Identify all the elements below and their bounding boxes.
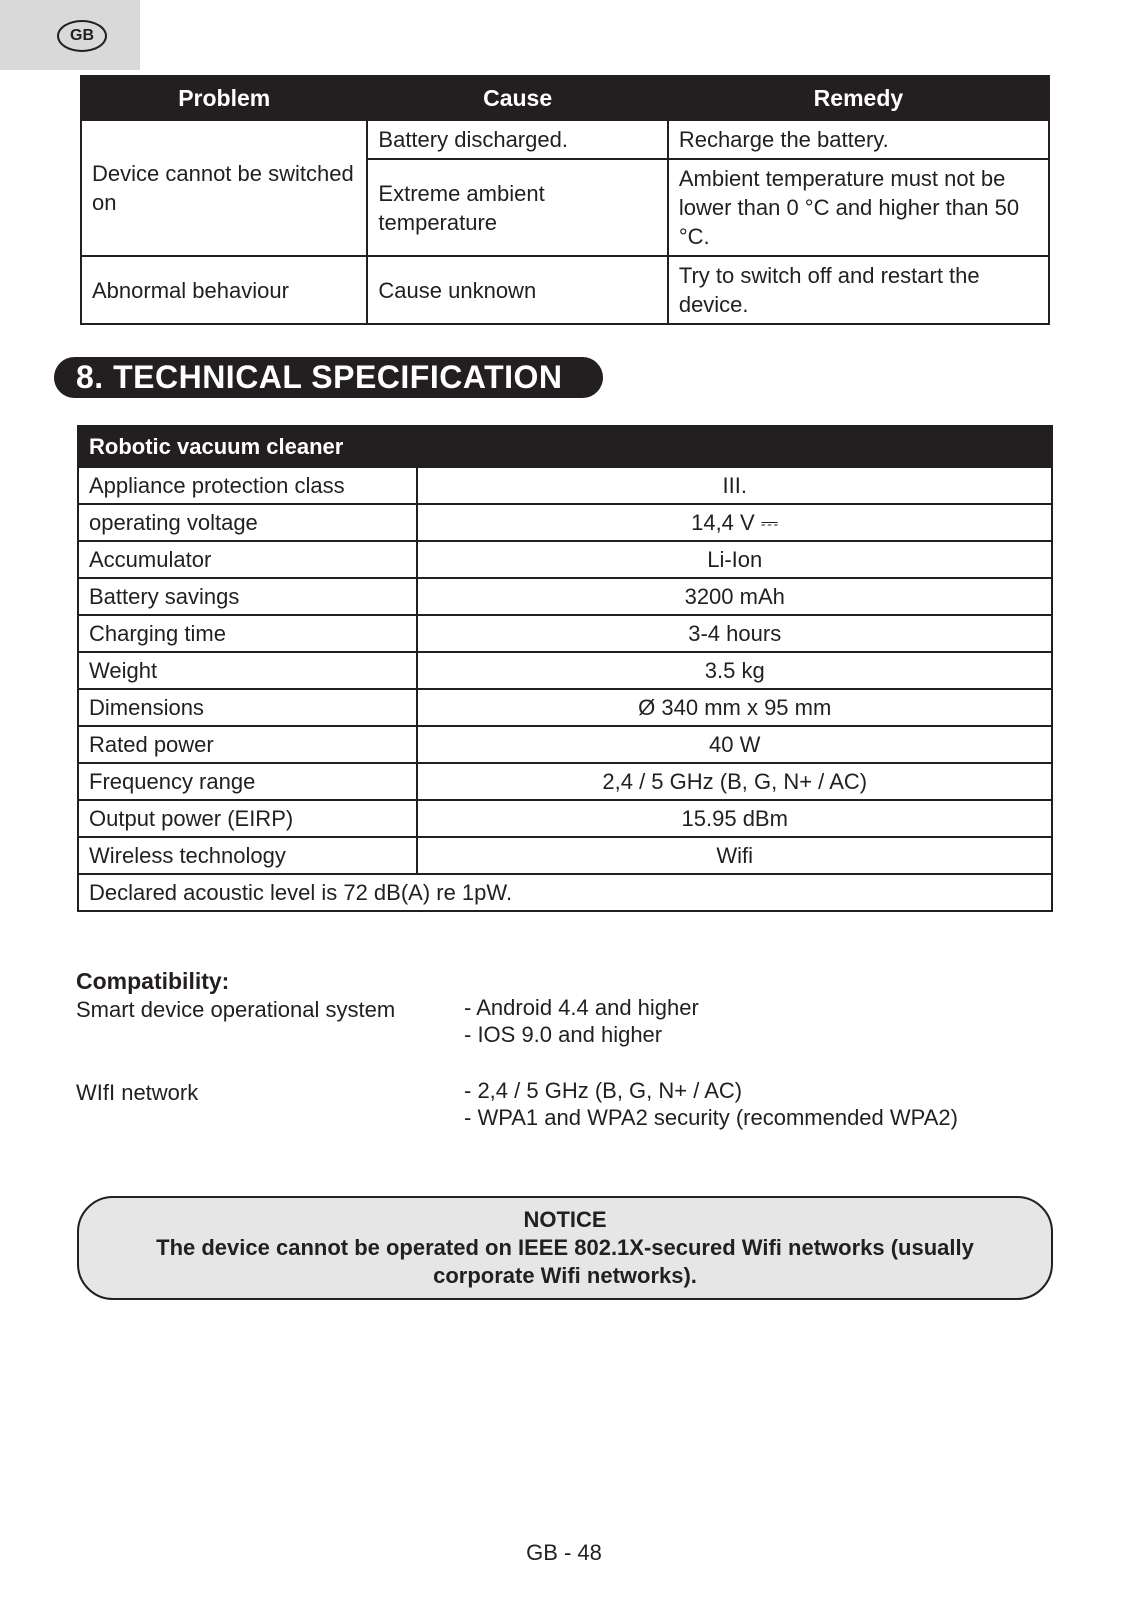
os-value: - IOS 9.0 and higher — [464, 1022, 663, 1047]
header-cause: Cause — [367, 76, 667, 120]
spec-row — [78, 689, 1052, 726]
spec-row — [78, 504, 1052, 541]
language-tab — [0, 0, 140, 70]
spec-label: Weight — [78, 652, 417, 689]
spec-label: operating voltage — [78, 504, 417, 541]
notice-title: NOTICE — [523, 1207, 607, 1232]
header-problem: Problem — [81, 76, 367, 120]
page-number: GB - 48 — [526, 1540, 602, 1565]
cause-cell: Cause unknown — [367, 256, 667, 324]
spec-row — [78, 467, 1052, 504]
spec-row — [78, 578, 1052, 615]
header-remedy: Remedy — [668, 76, 1049, 120]
remedy-cell: Recharge the battery. — [668, 120, 1049, 159]
compatibility-title: Compatibility: — [76, 968, 230, 994]
spec-row — [78, 541, 1052, 578]
wifi-label: WIfI network — [76, 1080, 199, 1105]
spec-row — [78, 837, 1052, 874]
spec-value: III. — [417, 467, 1052, 504]
spec-row — [78, 800, 1052, 837]
spec-header: Robotic vacuum cleaner — [78, 426, 1052, 467]
os-label: Smart device operational system — [76, 997, 396, 1022]
spec-footer-row — [78, 874, 1052, 911]
spec-value: 14,4 V ⎓ — [417, 504, 1052, 541]
problem-cell: Abnormal behaviour — [81, 256, 367, 324]
cause-cell: Battery discharged. — [367, 120, 667, 159]
os-value: - Android 4.4 and higher — [464, 995, 699, 1020]
spec-value: 3-4 hours — [417, 615, 1052, 652]
spec-row — [78, 652, 1052, 689]
spec-label: Charging time — [78, 615, 417, 652]
notice-box — [77, 1196, 1053, 1300]
wifi-value: - 2,4 / 5 GHz (B, G, N+ / AC) — [464, 1078, 743, 1103]
problem-cell: Device cannot be switched on — [81, 120, 367, 256]
spec-label: Wireless technology — [78, 837, 417, 874]
wifi-values — [464, 1077, 958, 1131]
spec-value: 3.5 kg — [417, 652, 1052, 689]
spec-label: Dimensions — [78, 689, 417, 726]
spec-label: Battery savings — [78, 578, 417, 615]
spec-value: Li-Ion — [417, 541, 1052, 578]
wifi-value: - WPA1 and WPA2 security (recommended WPA2) — [464, 1105, 958, 1130]
spec-label: Rated power — [78, 726, 417, 763]
remedy-cell: Try to switch off and restart the device. — [668, 256, 1049, 324]
acoustic-level: Declared acoustic level is 72 dB(A) re 1pW. — [78, 874, 1052, 911]
spec-row — [78, 726, 1052, 763]
spec-value: 2,4 / 5 GHz (B, G, N+ / AC) — [417, 763, 1052, 800]
spec-label: Appliance protection class — [78, 467, 417, 504]
spec-value: Ø 340 mm x 95 mm — [417, 689, 1052, 726]
spec-value: 40 W — [417, 726, 1052, 763]
cause-cell: Extreme ambient temperature — [367, 159, 667, 256]
spec-row — [78, 615, 1052, 652]
spec-label: Frequency range — [78, 763, 417, 800]
remedy-cell: Ambient temperature must not be lower than 0 °C and higher than 50 °C. — [668, 159, 1049, 256]
section-title: 8. TECHNICAL SPECIFICATION — [54, 357, 603, 398]
spec-value: Wifi — [417, 837, 1052, 874]
spec-value: 3200 mAh — [417, 578, 1052, 615]
spec-table — [77, 425, 1053, 912]
spec-row — [78, 763, 1052, 800]
os-values — [464, 994, 699, 1048]
spec-label: Output power (EIRP) — [78, 800, 417, 837]
notice-text: The device cannot be operated on IEEE 802.1X-secured Wifi networks (usually corporate Wifi networks). — [156, 1235, 974, 1288]
spec-label: Accumulator — [78, 541, 417, 578]
troubleshooting-table — [80, 75, 1050, 325]
spec-value: 15.95 dBm — [417, 800, 1052, 837]
language-badge: GB — [57, 20, 107, 52]
